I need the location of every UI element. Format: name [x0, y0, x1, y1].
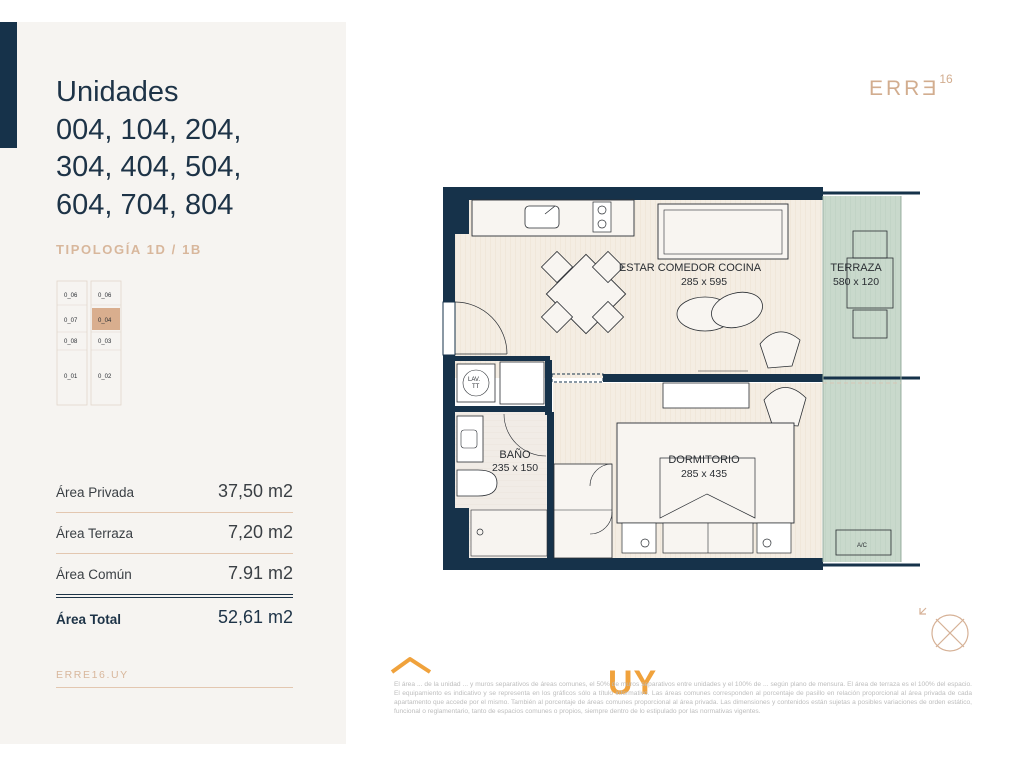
mini-map-label: 0_06: [98, 293, 112, 299]
floor-plan: [430, 180, 930, 580]
laundry-label: LAV.: [468, 377, 481, 383]
total-area-value: 52,61 m2: [217, 607, 293, 627]
mini-map-label: 0_04: [98, 318, 112, 324]
entry-door-opening: [443, 302, 455, 355]
mini-map-label: 0_06: [64, 293, 78, 299]
house-logo-icon: [390, 656, 434, 676]
total-area-label: Área Total: [56, 612, 122, 627]
accent-bar: [0, 22, 17, 148]
room-name: TERRAZA: [830, 262, 882, 274]
room-name: BAÑO: [499, 449, 531, 461]
website-divider: [56, 687, 293, 688]
wall: [547, 412, 554, 558]
title-line: 004, 104, 204,: [56, 113, 242, 146]
laundry-label: TT: [472, 384, 480, 390]
wall: [443, 187, 823, 200]
legal-disclaimer: El área ... de la unidad ... y muros separativos de áreas comunes, el 50% de muros separativos entre unidades y el 100% de ... según plano de mensura. El área de terraza es el 100% del espacio. El equipamiento es indicativo y se representa en los gráficos sólo a título informativo. Las áreas comunes corresponden al porcentaje de pasillo en relación proporcional al área privada de cada apartamento que accede por el mismo. También al porcentaje de áreas comunes proporcional al área privada. Las dimensiones y contenidos están sujetas a posibles variaciones de orden estático, funcional o reglamentario, tanto de espacios comunes o propios, siempre dentro de lo estipulado por las normativas vigentes.: [394, 681, 972, 715]
room-dimensions: 580 x 120: [832, 276, 880, 288]
ac-label: A/C: [857, 543, 868, 549]
website-link[interactable]: ERRE16.UY: [56, 669, 129, 681]
brand-logo: [869, 72, 953, 101]
unit-location-map: [56, 280, 122, 406]
mini-map-label: 0_01: [64, 374, 78, 380]
wall: [443, 355, 455, 570]
area-label: Área Privada: [56, 485, 135, 500]
wall: [443, 187, 455, 302]
area-value: 7,20 m2: [227, 522, 293, 542]
room-name: DORMITORIO: [668, 454, 740, 466]
title-line: 604, 704, 804: [56, 188, 234, 221]
typology-label: TIPOLOGÍA 1D / 1B: [56, 242, 202, 257]
wall: [603, 374, 823, 382]
room-dimensions: 285 x 435: [680, 468, 728, 480]
north-compass-icon: [916, 604, 972, 654]
area-row-terrace: [56, 513, 293, 554]
mini-map-label: 0_08: [64, 339, 78, 345]
area-label: Área Común: [56, 567, 132, 582]
units-title: [56, 74, 336, 224]
watermark-logo: UY: [608, 664, 658, 702]
wall: [455, 200, 469, 234]
room-dimensions: 285 x 595: [680, 276, 728, 288]
room-dimensions: 235 x 150: [491, 462, 539, 474]
area-value: 37,50 m2: [217, 481, 293, 501]
title-line: Unidades: [56, 76, 179, 108]
wall: [455, 406, 552, 412]
brand-name: ERRƎ: [869, 77, 940, 100]
total-divider: [56, 594, 293, 598]
mini-map-label: 0_07: [64, 318, 78, 324]
wall: [455, 356, 550, 361]
area-row-private: [56, 472, 293, 513]
brand-superscript: 16: [939, 72, 953, 86]
area-row-common: [56, 554, 293, 594]
room-name: ESTAR COMEDOR COCINA: [618, 262, 762, 274]
wall: [455, 508, 469, 558]
area-label: Área Terraza: [56, 526, 134, 541]
area-value: 7.91 m2: [227, 563, 293, 583]
wall: [443, 558, 823, 570]
title-line: 304, 404, 504,: [56, 151, 242, 183]
mini-map-label: 0_03: [98, 339, 112, 345]
mini-map-label: 0_02: [98, 374, 112, 380]
